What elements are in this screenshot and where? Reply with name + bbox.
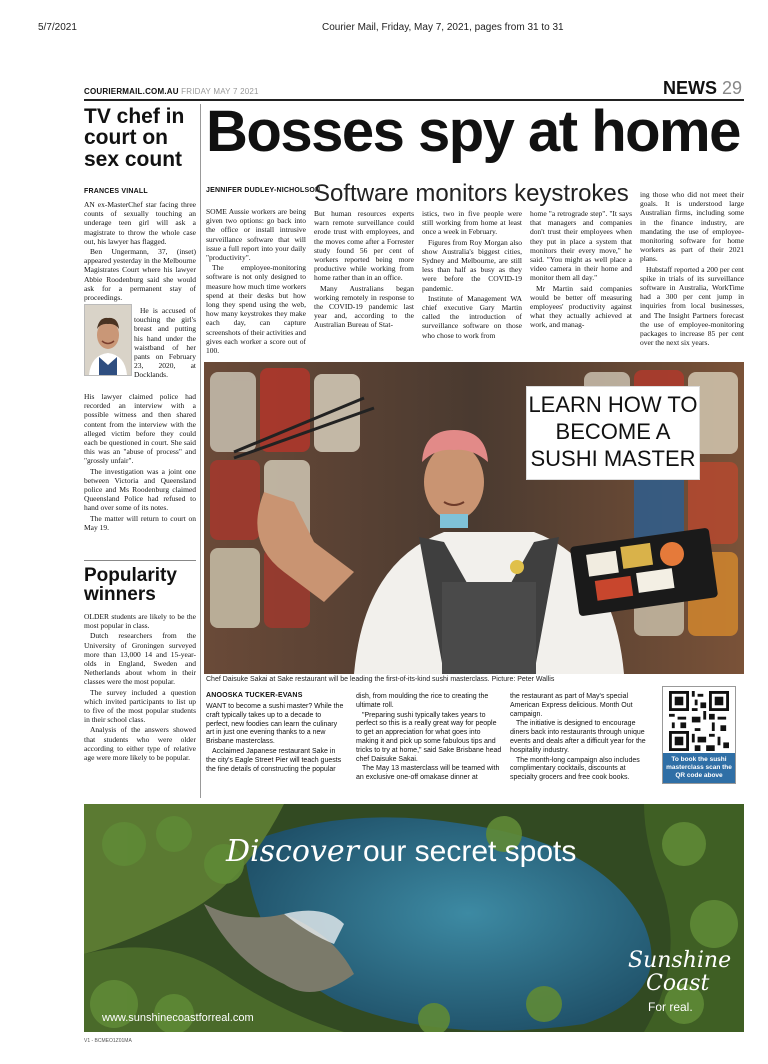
logo-line-1: Sunshine [628, 948, 732, 973]
bosses-col-3 [422, 209, 522, 341]
bosses-paragraph: Figures from Roy Morgan also show Australia's biggest cities, Sydney and Melbourne, are still less than half as busy as they were before the COVID-19 pandemic. [422, 237, 522, 293]
sushi-paragraph: the restaurant as part of May's special American Express delicious. Month Out campaign. [510, 693, 633, 718]
popularity-paragraph: Dutch researchers from the University of Groningen surveyed more than 13,000 14 and 15-year-olds in England, Sweden and Netherlands about whom in their classes were the most popular. [84, 631, 196, 687]
bosses-paragraph: home "a retrograde step". "It says that managers and companies don't trust their employees when they put in place a system that monitors their every move," he said. "You might as well place a video camera in their home and monitor them all day." [530, 209, 632, 283]
bosses-col-4 [530, 209, 632, 331]
chef-paragraph: The investigation was a joint one between Victoria and Queensland police and Ms Roodenburg claimed Queensland Police had refused to hand over some of its notes. [84, 466, 196, 513]
logo-line-2: Coast [646, 971, 710, 996]
chef-paragraph: He is accused of touching the girl's breast and putting his hand under the waistband of her pants on February 23, 2020, at Docklands. [134, 306, 196, 380]
section-name: NEWS [662, 78, 717, 98]
chef-body-lower [84, 392, 196, 533]
bosses-paragraph: Hubstaff reported a 200 per cent spike in trials of its surveillance software in Australia, WorkTime had a 300 per cent jump in inquiries from local businesses, and The Insight Partners forecast the use of employee-monitoring packages to increase 85 per cent over the next six years. [640, 264, 744, 348]
sushi-paragraph: The May 13 masterclass will be teamed with an exclusive one-off omakase dinner at [356, 765, 500, 782]
sushi-photo [204, 362, 744, 674]
bosses-subheadline: Software monitors keystrokes [314, 180, 629, 207]
page-number: 29 [721, 78, 742, 98]
sushi-paragraph: WANT to become a sushi master? While the craft typically takes up to a decade to perfect, new foodies can learn the culinary art in just one evening thanks to a new Brisbane masterclass. [206, 703, 344, 746]
sunshine-coast-logo [628, 950, 731, 1014]
bosses-paragraph: Mr Martin said companies would be better off measuring employees' productivity against what they actually achieved at work, and manag- [530, 283, 632, 330]
chef-paragraph: His lawyer claimed police had recorded an interview with a possible witness and then shared content from the interview with the alleged victim before they could each be questioned in court. She said this was an "abuse of process" and "grossly unfair". [84, 392, 196, 466]
masthead-site-name: COURIERMAIL.COM.AU [84, 87, 179, 96]
sushi-paragraph: The initiative is designed to encourage diners back into restaurants through unique events and deals after a difficult year for the hospitality industry. [510, 720, 646, 754]
bosses-paragraph: SOME Aussie workers are being given two options: go back into the office or install intrusive surveillance software that will issue a full report into your daily "productivity". [206, 207, 306, 263]
footer-code: V1 - BCMEO1Z01MA [84, 1038, 132, 1044]
chef-paragraph: The matter will return to court on May 19. [84, 513, 196, 532]
bosses-col-1 [206, 207, 306, 356]
chef-paragraph-text: Ben Ungermann, 37, (inset) appeared yesterday in the Melbourne Magistrates Court where his lawyer Abbie Roodenburg said she would ask for a permanent stay of proceedings. [84, 247, 196, 303]
print-date: 5/7/2021 [38, 22, 77, 33]
masthead-site [84, 87, 259, 96]
logo-subline: For real. [648, 1000, 693, 1014]
popularity-headline: Popularity winners [84, 565, 177, 606]
popularity-body [84, 612, 196, 763]
chef-body-wrap [134, 306, 196, 381]
column-divider [200, 104, 201, 798]
photo-headline-line: LEARN HOW TO [528, 392, 698, 417]
sushi-paragraph: dish, from moulding the rice to creating the ultimate roll. [356, 693, 489, 709]
bosses-paragraph: The employee-monitoring software is not only designed to measure how much time workers spend at their desks but how long they spend using the web, how many keystrokes they make each day, can capture screenshots of their activities and gives each worker a score out of 100. [206, 263, 306, 356]
popularity-paragraph: Analysis of the answers showed that students who were older according to either type of relative age were more likely to be popular. [84, 725, 196, 763]
qr-caption: To book the sushi masterclass scan the QR code above [663, 753, 735, 783]
sushi-paragraph: "Preparing sushi typically takes years to perfect so this is a really great way for people to get an appreciation for what goes into making it and pick up some fabulous tips and tricks to try at home," said Sake Brisbane head chef Daisuke Sakai. [356, 711, 502, 763]
sushi-col-2 [356, 693, 502, 784]
sushi-paragraph: The month-long campaign also includes complimentary cocktails, discounts at specialty grocers and free cook books. [510, 756, 640, 782]
chef-body [84, 200, 196, 302]
popularity-rule [84, 560, 196, 561]
bosses-col-5 [640, 190, 744, 348]
photo-headline-line: BECOME A [555, 419, 671, 444]
bosses-paragraph: Many Australians began working remotely in response to the COVID-19 pandemic last year and, according to the Australian Bureau of Stat- [314, 283, 414, 330]
chef-paragraph: AN ex-MasterChef star facing three counts of sexually touching an underage teen girl will ask a magistrate to throw the whole case out, his lawyer has flagged. [84, 200, 196, 246]
sushi-caption: Chef Daisuke Sakai at Sake restaurant will be leading the first-of-its-kind sushi masterclass. Picture: Peter Wallis [206, 676, 555, 683]
print-title: Courier Mail, Friday, May 7, 2021, pages from 31 to 31 [322, 22, 564, 33]
chef-paragraph [84, 247, 196, 302]
bosses-byline: JENNIFER DUDLEY-NICHOLSON [206, 187, 321, 194]
popularity-paragraph: The survey included a question which invited participants to list up to five of the most popular students in their school class. [84, 687, 196, 725]
bosses-paragraph: Institute of Management WA chief executive Gary Martin called the introduction of surveillance software on those who chose to work from [422, 293, 522, 340]
photo-headline-line: SUSHI MASTER [530, 446, 696, 471]
photo-headline [527, 387, 699, 472]
bosses-paragraph: ing those who did not meet their goals. It is understood large Australian firms, including some in the finance industry, are mandating the use of employee-monitoring software for home workers as part of their 2021 plans. [640, 190, 744, 264]
chef-headline: TV chef in court on sex count [84, 105, 185, 171]
sushi-paragraph: Acclaimed Japanese restaurant Sake in the city's Eagle Street Pier will teach guests the fine details of constructing the popular [206, 747, 342, 773]
sushi-byline: ANOOSKA TUCKER-EVANS [206, 692, 303, 699]
inset-portrait-icon [85, 305, 131, 375]
chef-byline: FRANCES VINALL [84, 188, 148, 195]
ad-tagline-text: our secret spots [362, 835, 577, 868]
qr-code-icon[interactable] [669, 691, 729, 751]
masthead-date: FRIDAY MAY 7 2021 [181, 87, 259, 96]
bosses-col-2 [314, 209, 414, 331]
sunshine-coast-advert[interactable] [84, 804, 744, 1032]
sushi-col-1 [206, 703, 346, 775]
popularity-paragraph: OLDER students are likely to be the most popular in class. [84, 612, 196, 631]
ad-url-link[interactable]: www.sunshinecoastforreal.com [102, 1012, 254, 1024]
qr-box[interactable] [662, 686, 736, 784]
bosses-paragraph: But human resources experts warn remote surveillance could erode trust with employees, and the moves come after a Forrester study found 56 per cent of workers reported being more productive while working from home rather than in an office. [314, 209, 414, 283]
inset-photo-ungermann [84, 304, 132, 376]
sushi-col-3 [510, 693, 654, 784]
photo-headline-box [526, 386, 700, 480]
ad-tagline-script: Discover [226, 834, 359, 869]
bosses-paragraph: istics, two in five people were still working from home at least once a week in February. [422, 209, 522, 237]
ad-tagline [226, 834, 576, 869]
masthead-section [663, 78, 742, 99]
bosses-headline: Bosses spy at home [206, 99, 740, 164]
